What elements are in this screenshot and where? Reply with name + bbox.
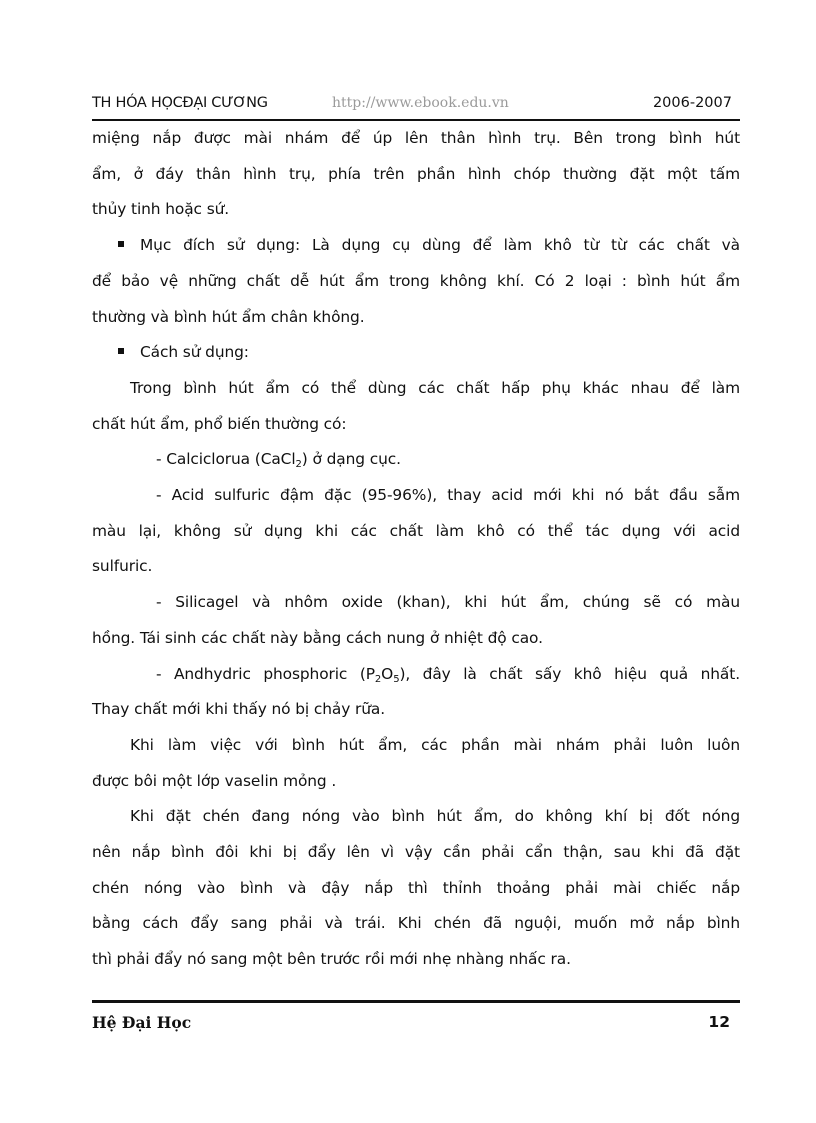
- bullet-square-icon: [118, 241, 124, 247]
- text-line: - Acid sulfuric đậm đặc (95-96%), thay acid mới khi nó bắt đầu sẫm: [156, 486, 740, 505]
- text-line: - Silicagel và nhôm oxide (khan), khi hút ẩm, chúng sẽ có màu: [156, 593, 740, 612]
- text-line: Khi đặt chén đang nóng vào bình hút ẩm, do không khí bị đốt nóng: [130, 807, 740, 826]
- paragraph-desiccator-lid: [92, 121, 740, 228]
- page-number: 12: [708, 1013, 730, 1031]
- paragraph-adsorbents-intro: [92, 371, 740, 442]
- bullet-usage: [92, 335, 740, 371]
- page-footer: [92, 1000, 740, 1032]
- header-course-title: TH HÓA HỌCĐẠI CƯƠNG: [92, 95, 268, 111]
- text-line: thường và bình hút ẩm chân không.: [92, 307, 365, 326]
- text-line: ẩm, ở đáy thân hình trụ, phía trên phần hình chóp thường đặt một tấm: [92, 164, 740, 183]
- text-line: hồng. Tái sinh các chất này bằng cách nung ở nhiệt độ cao.: [92, 628, 543, 647]
- text-line: miệng nắp được mài nhám để úp lên thân hình trụ. Bên trong bình hút: [92, 129, 740, 147]
- text-line: Trong bình hút ẩm có thể dùng các chất hấp phụ khác nhau để làm: [130, 378, 740, 397]
- paragraph-vaseline: [92, 728, 740, 799]
- bullet-square-icon: [118, 348, 124, 354]
- list-item-calcium-chloride: - Calciclorua (CaCl$_2$) ở dạng cục.: [156, 450, 401, 471]
- text-line: để bảo vệ những chất dễ hút ẩm trong không khí. Có 2 loại : bình hút ẩm: [92, 271, 740, 290]
- text-line: thì phải đẩy nó sang một bên trước rồi mới nhẹ nhàng nhấc ra.: [92, 950, 571, 969]
- list-item-silicagel: [92, 585, 740, 656]
- list-item-sulfuric-acid: [92, 478, 740, 585]
- text-line: bằng cách đẩy sang phải và trái. Khi chén đã nguội, muốn mở nắp bình: [92, 914, 740, 933]
- text-line: Thay chất mới khi thấy nó bị chảy rữa.: [92, 700, 386, 719]
- text-line: chất hút ẩm, phổ biến thường có:: [92, 414, 347, 433]
- page-header: [92, 95, 740, 121]
- page-body: [92, 121, 740, 978]
- list-item-phosphoric-anhydride: [92, 657, 740, 728]
- text-line: sulfuric.: [92, 557, 153, 576]
- bullet-usage-label: Cách sử dụng:: [140, 343, 249, 362]
- text-line: chén nóng vào bình và đậy nắp thì thỉnh thoảng phải mài chiếc nắp: [92, 878, 740, 897]
- text-line: được bôi một lớp vaselin mỏng .: [92, 771, 337, 790]
- text-line: Mục đích sử dụng: Là dụng cụ dùng để làm khô từ từ các chất và: [92, 228, 740, 264]
- footer-program-label: Hệ Đại Học: [92, 1013, 192, 1032]
- text-line: thủy tinh hoặc sứ.: [92, 200, 230, 219]
- text-line: nên nắp bình đôi khi bị đẩy lên vì vậy cần phải cẩn thận, sau khi đã đặt: [92, 843, 740, 862]
- text-line: màu lại, không sử dụng khi các chất làm khô có thể tác dụng với acid: [92, 521, 740, 540]
- bullet-purpose: [92, 228, 740, 335]
- header-website-watermark: http://www.ebook.edu.vn: [332, 95, 509, 111]
- header-academic-year: 2006-2007: [652, 95, 732, 111]
- paragraph-hot-crucible: [92, 799, 740, 978]
- text-line: - Andhydric phosphoric $(P_2O_5)$, đây là chất sấy khô hiệu quả nhất.: [156, 664, 740, 685]
- text-line: Khi làm việc với bình hút ẩm, các phần mài nhám phải luôn luôn: [130, 735, 740, 754]
